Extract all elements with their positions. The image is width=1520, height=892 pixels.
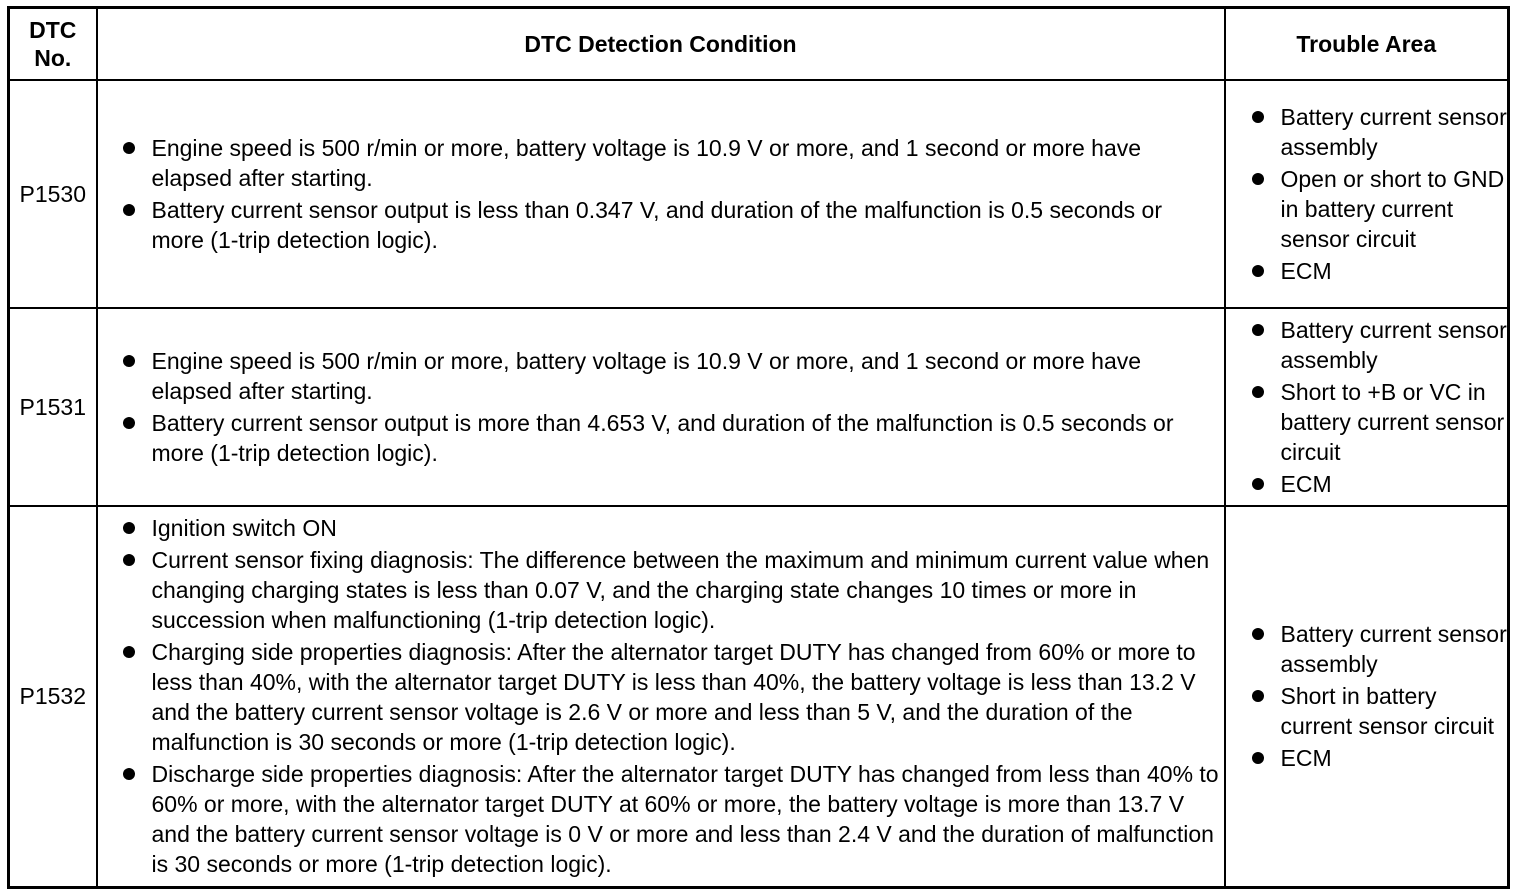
trouble-area-item: Battery current sensor assembly [1280,316,1507,373]
table-row [9,80,1509,308]
condition-cell [97,506,1225,888]
trouble-area-item: Battery current sensor assembly [1280,621,1507,678]
condition-text: Battery current sensor output is less than 0.347 V, and duration of the malfunction is 0.5 seconds or more (1-trip detection logic). [151,196,1162,253]
trouble-area-item: ECM [1281,469,1508,499]
trouble-area-list [1226,102,1508,286]
condition-text: Engine speed is 500 r/min or more, battery voltage is 10.9 V or more, and 1 second or more have elapsed after starting. [151,347,1142,404]
condition-text: Ignition switch ON [151,515,337,542]
condition-text: Engine speed is 500 r/min or more, battery voltage is 10.9 V or more, and 1 second or more have elapsed after starting. [151,134,1142,191]
trouble-area-item: Open or short to GND in battery current sensor circuit [1281,164,1508,254]
condition-item [152,133,1224,193]
header-condition: DTC Detection Condition [97,8,1225,80]
dtc-code: P1531 [9,308,97,506]
trouble-area-item: ECM [1281,256,1508,286]
condition-item [152,195,1224,255]
trouble-area-cell [1225,308,1509,506]
condition-item [152,408,1224,468]
condition-text: Battery current sensor output is more than 4.653 V, and duration of the malfunction is 0.5 seconds or more (1-trip detection logic). [151,409,1174,466]
trouble-area-list [1226,619,1508,773]
condition-list [98,513,1224,879]
dtc-code: P1532 [9,506,97,888]
table-row [9,308,1509,506]
trouble-area-list [1226,315,1508,499]
header-trouble-area: Trouble Area [1225,8,1509,80]
condition-text: Current sensor fixing diagnosis: The difference between the maximum and minimum current value when changing charging states is less than 0.07 V, and the charging state changes 10 times or more in succession when malfunctioning (1-trip detection logic). [151,547,1210,634]
condition-item [152,637,1224,757]
trouble-area-item: Battery current sensor assembly [1280,103,1507,160]
dtc-code: P1530 [9,80,97,308]
condition-list [98,346,1224,468]
condition-item [152,346,1224,406]
trouble-area-cell [1225,80,1509,308]
header-dtc-no-line1: DTC [29,16,77,43]
header-dtc-no [9,8,97,80]
condition-item [152,545,1224,635]
condition-cell [97,80,1225,308]
trouble-area-item: Short to +B or VC in battery current sensor circuit [1281,377,1508,467]
header-row [9,8,1509,80]
dtc-table [7,6,1510,889]
trouble-area-item: Short in battery current sensor circuit [1281,681,1508,741]
header-dtc-no-line2: No. [34,44,72,71]
condition-text: Charging side properties diagnosis: After the alternator target DUTY has changed from 60% or more to less than 40%, with the alternator target DUTY is less than 40%, the battery voltage is less than 13.2 V and the battery current sensor voltage is 2.6 V or more and less than 5 V, and the duration of the malfunction is 30 seconds or more (1-trip detection logic). [151,639,1196,756]
condition-text: Discharge side properties diagnosis: After the alternator target DUTY has changed from less than 40% to 60% or more, with the alternator target DUTY at 60% or more, the battery voltage is more than 13.7 V and the battery current sensor voltage is 0 V or more and less than 2.4 V and the duration of malfunction is 30 seconds or more (1-trip detection logic). [151,761,1219,878]
condition-item [152,759,1224,879]
condition-cell [97,308,1225,506]
condition-item [152,513,1224,543]
table-row [9,506,1509,888]
trouble-area-cell [1225,506,1509,888]
condition-list [98,133,1224,255]
trouble-area-item: ECM [1281,743,1508,773]
